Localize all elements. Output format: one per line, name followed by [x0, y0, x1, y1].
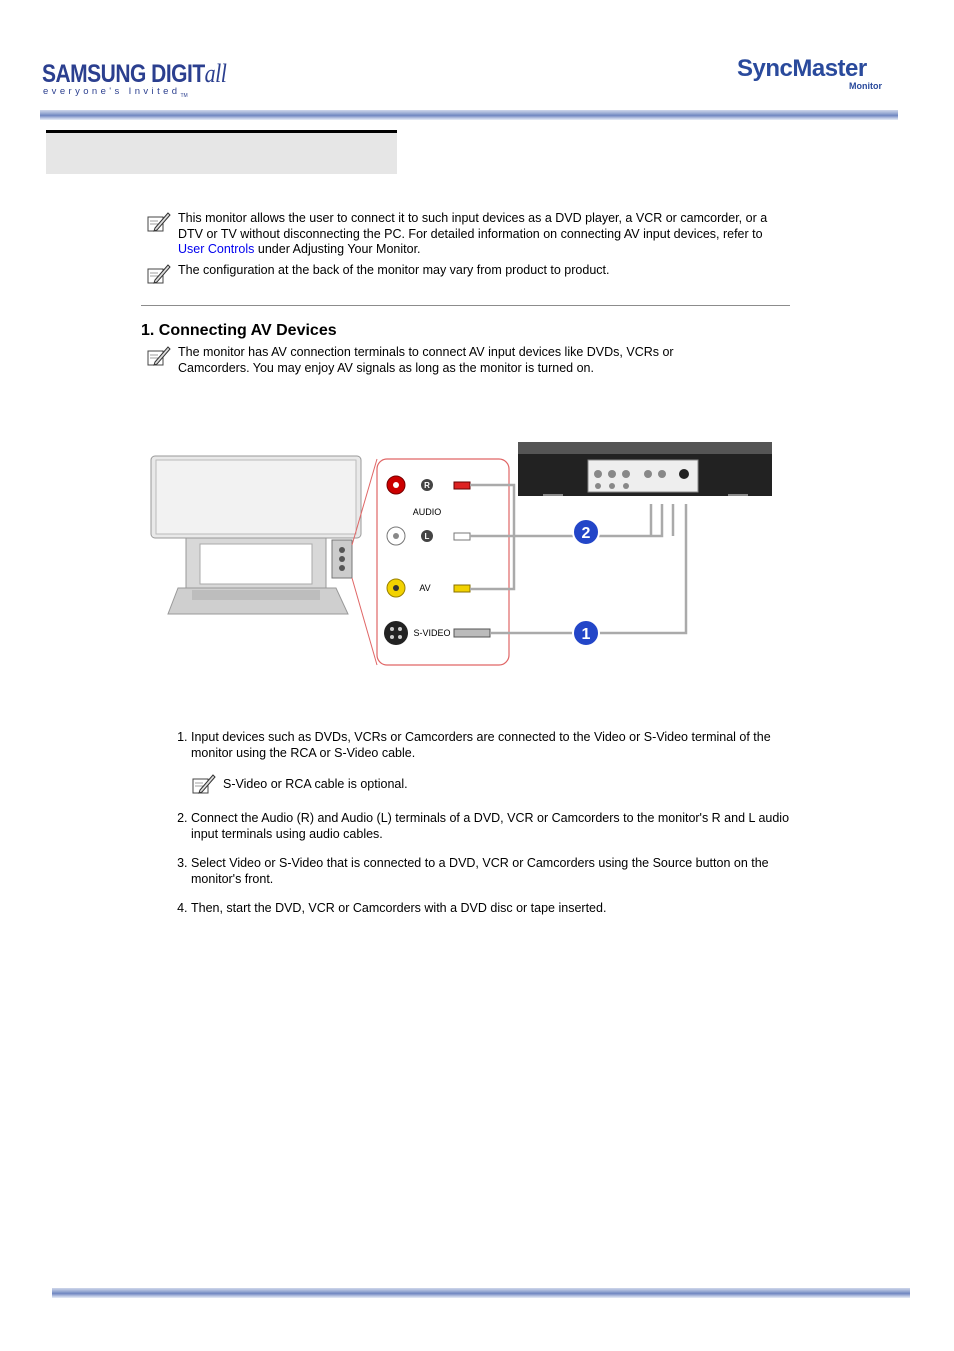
- list-item: [191, 856, 811, 887]
- page-title-box: [46, 130, 397, 174]
- audio-l-label: L: [424, 532, 430, 541]
- monitor-back-illustration: [151, 456, 361, 614]
- syncmaster-logo-word: SyncMaster: [737, 55, 867, 82]
- header-rule: [40, 110, 898, 120]
- list-item: [191, 730, 811, 795]
- audio-r-label: R: [424, 481, 430, 490]
- connection-diagram: [148, 438, 778, 670]
- step-2-badge-label: 2: [581, 525, 591, 542]
- list-item: [191, 811, 811, 842]
- white-plug: [454, 533, 470, 540]
- step-note: [191, 777, 811, 795]
- divider: [141, 305, 790, 306]
- note-icon: [146, 211, 172, 233]
- step-2-text: Connect the Audio (R) and Audio (L) terminals of a DVD, VCR or Camcorders to the monitor's R and L audio input terminals using audio cables.: [191, 811, 790, 841]
- yellow-plug: [454, 585, 470, 592]
- svideo-label: S-VIDEO: [413, 628, 451, 638]
- svideo-jack: [384, 621, 408, 645]
- section-note: The monitor has AV connection terminals to connect AV input devices like DVDs, VCRs or Camcorders. You may enjoy AV signals as long as the monitor is turned on.: [178, 345, 674, 375]
- samsung-logo: [40, 44, 227, 104]
- steps-list: [165, 730, 811, 917]
- step-3-text: Select Video or S-Video that is connected to a DVD, VCR or Camcorders using the Source button on the monitor's front.: [191, 856, 769, 886]
- samsung-logo-word: SAMSUNG DIGIT: [42, 60, 205, 88]
- svideo-plug: [454, 629, 490, 637]
- samsung-logo-suffix: all: [204, 58, 227, 88]
- dvd-player-illustration: [518, 442, 772, 496]
- section-heading: 1. Connecting AV Devices: [141, 322, 337, 339]
- note-2: The configuration at the back of the monitor may vary from product to product.: [178, 263, 610, 277]
- note-icon: [191, 773, 217, 795]
- user-controls-link[interactable]: User Controls: [178, 242, 255, 256]
- samsung-logo-tagline: everyone's Invited: [43, 86, 181, 97]
- step-1-badge-label: 1: [581, 626, 591, 643]
- step-4-text: Then, start the DVD, VCR or Camcorders with a DVD disc or tape inserted.: [191, 901, 607, 915]
- note-icon: [146, 345, 172, 367]
- note-icon: [146, 263, 172, 285]
- step-note-text: S-Video or RCA cable is optional.: [223, 777, 408, 791]
- syncmaster-logo-sub: Monitor: [849, 81, 882, 91]
- list-item: [191, 901, 811, 917]
- note-1-text-before: This monitor allows the user to connect it to such input devices as a DVD player, a VCR or camcorder, or a DTV or TV without disconnecting the PC. For detailed information on connecting AV input devices, refer to: [178, 211, 768, 241]
- syncmaster-logo: [737, 55, 897, 95]
- av-label: AV: [419, 583, 431, 593]
- red-plug: [454, 482, 470, 489]
- note-1: [178, 211, 790, 258]
- audio-label: AUDIO: [412, 507, 442, 517]
- note-1-text-after: under Adjusting Your Monitor.: [254, 242, 421, 256]
- samsung-logo-tm: TM: [180, 92, 188, 99]
- step-1-text: Input devices such as DVDs, VCRs or Camcorders are connected to the Video or S-Video terminal of the monitor using the RCA or S-Video cable.: [191, 730, 771, 760]
- footer-rule: [52, 1288, 910, 1298]
